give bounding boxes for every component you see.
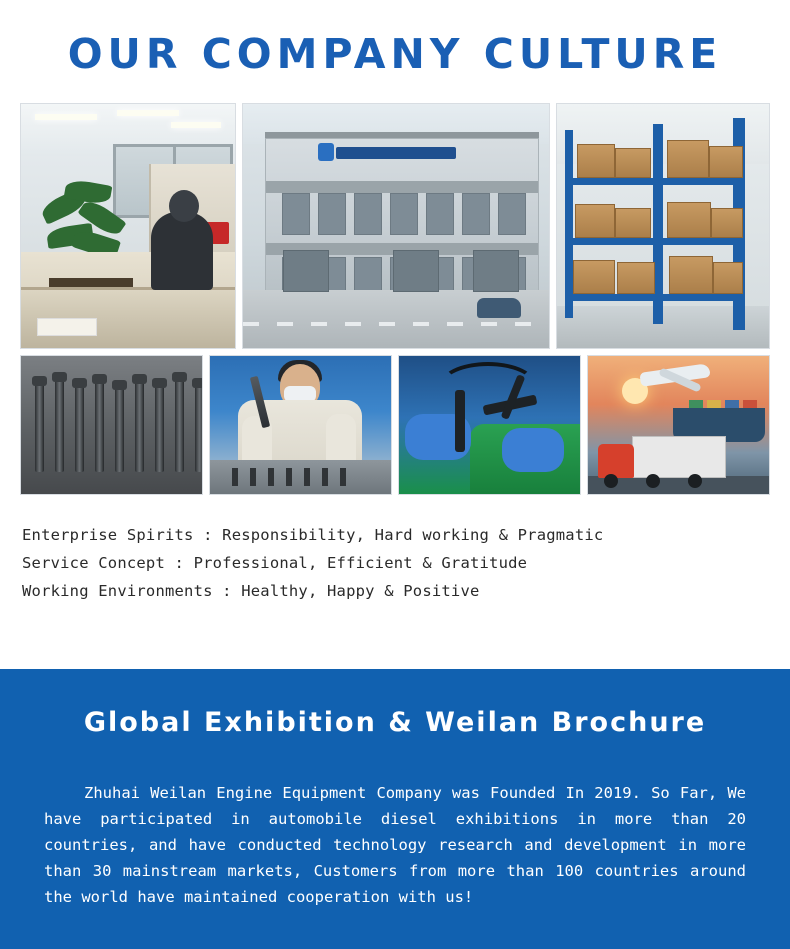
warehouse-shelving-photo [556, 103, 770, 349]
brochure-paragraph: Zhuhai Weilan Engine Equipment Company was Founded In 2019. So Far, We have participated in automobile diesel exhibitions in more than 20 countries, and have conducted technology research and development in more than 30 mainstream markets, Customers from more than 100 countries around the world have maintained cooperation with us! [44, 783, 746, 906]
culture-line-working-environments: Working Environments : Healthy, Happy & Positive [22, 582, 480, 601]
culture-line-enterprise-spirits: Enterprise Spirits : Responsibility, Hard working & Pragmatic [22, 526, 604, 545]
factory-building-photo [242, 103, 550, 349]
culture-line-service-concept: Service Concept : Professional, Efficient & Gratitude [22, 554, 528, 573]
global-logistics-photo [587, 355, 770, 495]
office-interior-photo [20, 103, 236, 349]
injector-testing-photo [398, 355, 581, 495]
photo-grid-top [0, 103, 790, 349]
diesel-injectors-photo [20, 355, 203, 495]
page-title: OUR COMPANY CULTURE [67, 30, 723, 78]
worker-inspection-photo [209, 355, 392, 495]
photo-grid-bottom [0, 349, 790, 495]
brochure-panel [0, 669, 790, 949]
culture-text-block [0, 495, 790, 605]
brochure-title: Global Exhibition & Weilan Brochure [83, 707, 707, 738]
